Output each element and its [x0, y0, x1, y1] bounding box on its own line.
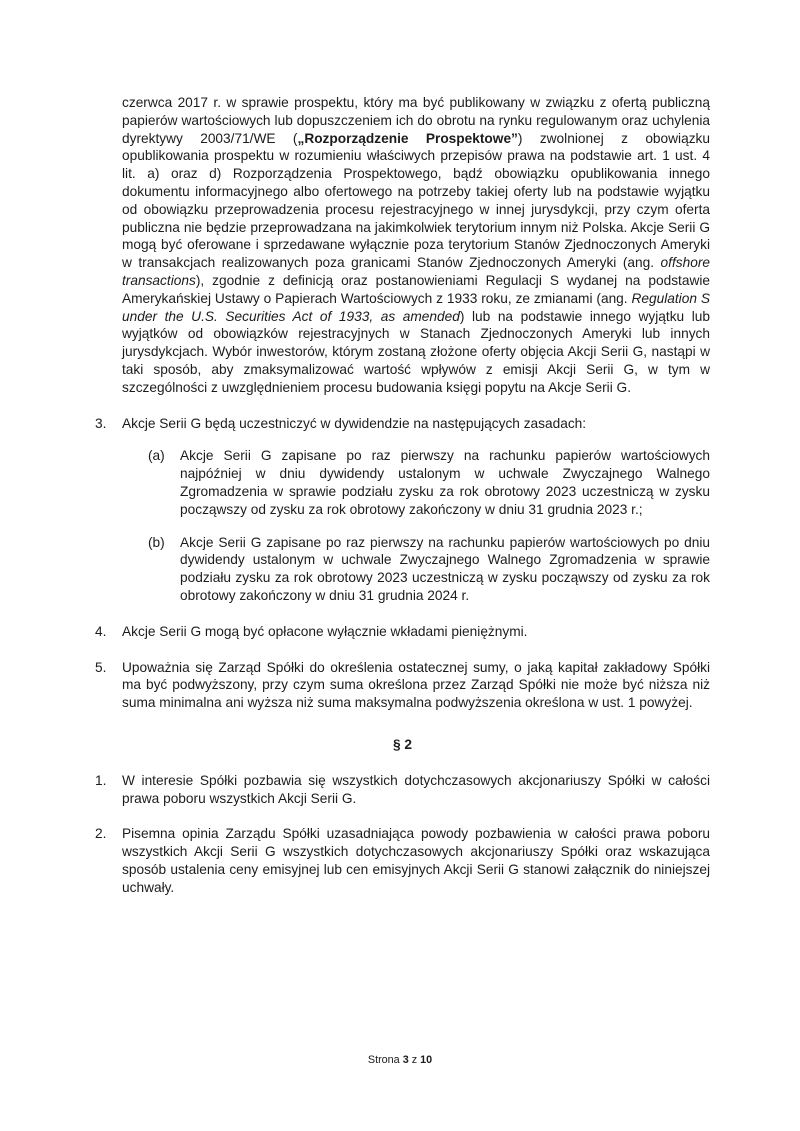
item-text	[122, 415, 710, 433]
text-segment: Pisemna opinia Zarządu Spółki uzasadniająca powody pozbawienia w całości prawa poboru wszystkich Akcji Serii G wszystkich dotychczasowych akcjonariuszy Spółki oraz wskazująca sposób ustalenia ceny emisyjnej lub cen emisyjnych Akcji Serii G stanowi załącznik do niniejszej uchwały.	[122, 826, 710, 895]
item-text	[122, 772, 710, 808]
footer-total-pages: 10	[420, 1054, 433, 1066]
list-section-2	[95, 772, 710, 897]
item-text	[122, 659, 710, 712]
footer-of: z	[411, 1054, 418, 1066]
text-segment: czerwca 2017 r. w sprawie prospektu, który ma być publikowany w związku z ofertą publiczną papierów wartościowych lub dopuszczeniem ich do obrotu na rynku regulowanym oraz uchylenia dyrektywy 2003/71/WE (	[122, 95, 710, 146]
list-subitem	[148, 447, 710, 518]
document-content	[95, 94, 710, 896]
footer-label: Strona	[367, 1054, 400, 1066]
text-segment: Regulation S under the U.S. Securities Act of 1933, as amended	[122, 290, 710, 324]
list-item	[95, 825, 710, 896]
list-subitem	[148, 534, 710, 605]
item-number: 3.	[95, 415, 107, 431]
list-item	[95, 415, 710, 433]
item-text	[122, 623, 710, 641]
text-segment: ), zgodnie z definicją oraz postanowieniami Regulacji S wydanej na podstawie Amerykańskiej Ustawy o Papierach Wartościowych z 1933 roku, ze zmianami (ang.	[122, 272, 710, 306]
item-number: 5.	[95, 659, 107, 675]
subitem-text	[180, 534, 710, 605]
subitem-letter: (a)	[148, 448, 165, 464]
subitem-letter: (b)	[148, 534, 165, 550]
text-segment: „Rozporządzenie Prospektowe”	[297, 130, 518, 146]
continuation-paragraph	[122, 94, 710, 397]
text-segment: offshore transactions	[122, 255, 710, 288]
page-footer	[0, 1053, 800, 1067]
text-segment: W interesie Spółki pozbawia się wszystkich dotychczasowych akcjonariuszy Spółki w całości prawa poboru wszystkich Akcji Serii G.	[122, 772, 710, 806]
list-item	[95, 772, 710, 808]
item-text	[122, 825, 710, 896]
text-segment: Akcje Serii G zapisane po raz pierwszy na rachunku papierów wartościowych po dniu dywidendy ustalonym w uchwale Zwyczajnego Walnego Zgromadzenia w sprawie podziału zysku za rok obrotowy 2023 uczestniczą w zysku począwszy od zysku za rok obrotowy zakończony w dniu 31 grudnia 2024 r.	[180, 534, 710, 603]
item-number: 2.	[95, 826, 107, 842]
list-item	[95, 659, 710, 712]
footer-page-number: 3	[402, 1054, 409, 1066]
text-segment: ) lub na podstawie innego wyjątku lub wyjątków od obowiązków rejestracyjnych w Stanach Zjednoczonych Ameryki lub innych jurysdykcjach. Wybór inwestorów, którym zostaną złożone oferty objęcia Akcji Serii G, nastąpi w taki sposób, aby zmaksymalizować wartość wpływów z emisji Akcji Serii G, w tym w szczególności z uwzględnieniem procesu budowania księgi popytu na Akcje Serii G.	[122, 308, 710, 395]
text-segment: Akcje Serii G będą uczestniczyć w dywidendzie na następujących zasadach:	[122, 415, 587, 431]
item-number: 1.	[95, 772, 107, 788]
text-segment: Akcje Serii G zapisane po raz pierwszy na rachunku papierów wartościowych najpóźniej w dniu dywidendy ustalonym w uchwale Zwyczajnego Walnego Zgromadzenia w sprawie podziału zysku za rok obrotowy 2023 uczestniczą w zysku począwszy od zysku za rok obrotowy zakończony w dniu 31 grudnia 2023 r.;	[180, 448, 710, 517]
list-item	[95, 623, 710, 641]
text-segment: Upoważnia się Zarząd Spółki do określenia ostatecznej sumy, o jaką kapitał zakładowy Spółki ma być podwyższony, przy czym suma określona przez Zarząd Spółki nie może być niższa niż suma minimalna ani wyższa niż suma maksymalna podwyższenia określona w ust. 1 powyżej.	[122, 659, 710, 711]
section-heading: § 2	[392, 736, 413, 752]
subitem-text	[180, 447, 710, 518]
item-number: 4.	[95, 623, 107, 639]
text-segment: ) zwolnionej z obowiązku opublikowania prospektu w rozumieniu właściwych przepisów prawa na podstawie art. 1 ust. 4 lit. a) oraz d) Rozporządzenia Prospektowego, bądź obowiązku opublikowania innego dokumentu informacyjnego albo ofertowego na potrzeby takiej oferty lub na podstawie wyjątku od obowiązku przeprowadzenia procesu rejestracyjnego w innej jurysdykcji, przy czym oferta publiczna nie będzie przeprowadzana na jakimkolwiek terytorium innym niż Polska. Akcje Serii G mogą być oferowane i sprzedawane wyłącznie poza terytorium Stanów Zjednoczonych Ameryki w transakcjach realizowanych poza granicami Stanów Zjednoczonych Ameryki (ang.	[122, 130, 710, 271]
text-segment: Akcje Serii G mogą być opłacone wyłącznie wkładami pieniężnymi.	[122, 623, 528, 639]
list-section-1	[95, 415, 710, 712]
